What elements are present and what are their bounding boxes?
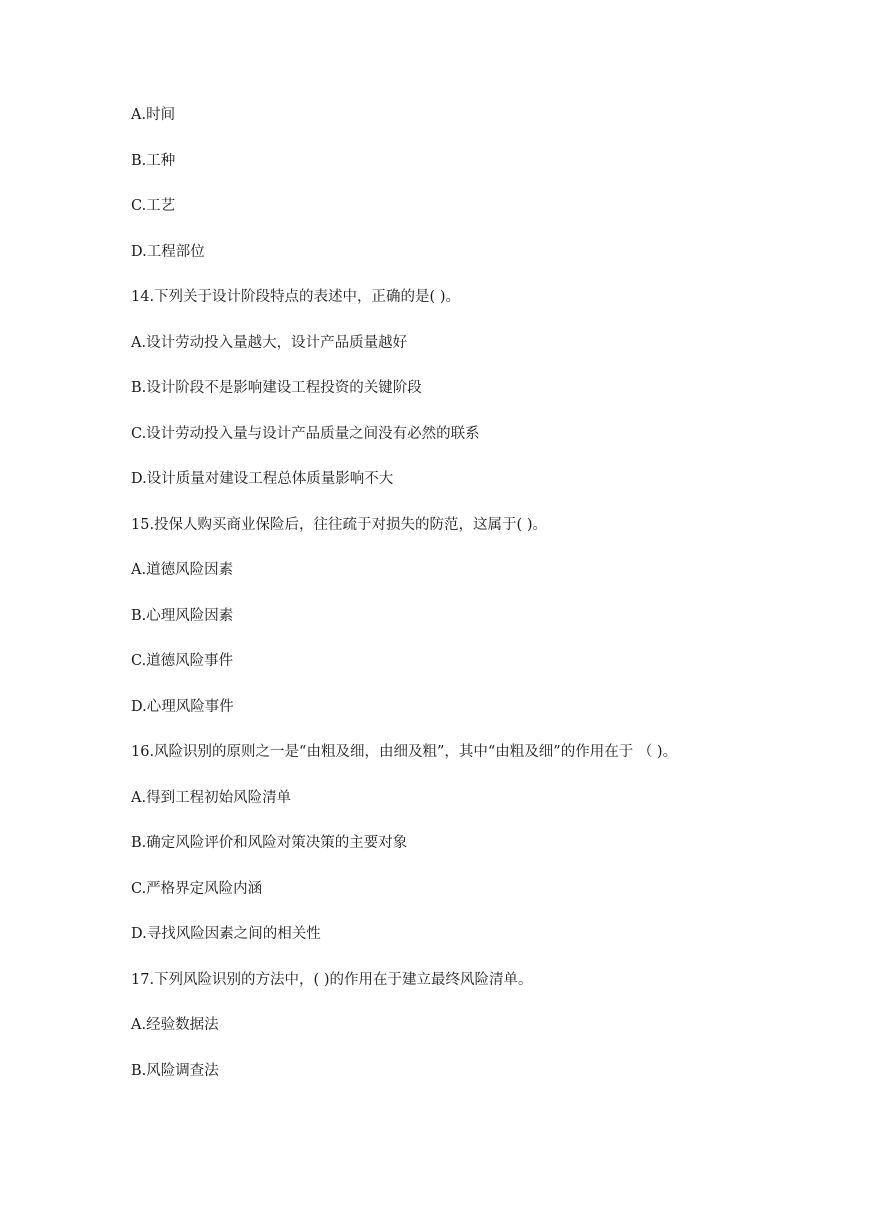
q14-option-c: C.设计劳动投入量与设计产品质量之间没有必然的联系 [131,426,480,442]
q13-option-b: B.工种 [131,153,176,169]
question-16: 16.风险识别的原则之一是“由粗及细，由细及粗”，其中“由粗及细”的作用在于 （ )。 [131,744,678,760]
q15-option-a: A.道德风险因素 [131,562,234,578]
q17-option-a: A.经验数据法 [131,1017,219,1033]
q14-option-a: A.设计劳动投入量越大，设计产品质量越好 [131,335,408,351]
question-15: 15.投保人购买商业保险后，往往疏于对损失的防范，这属于( )。 [131,517,547,533]
question-14: 14.下列关于设计阶段特点的表述中，正确的是( )。 [131,289,460,305]
q13-option-c: C.工艺 [131,198,176,214]
q13-option-a: A.时间 [131,107,176,123]
q13-option-d: D.工程部位 [131,244,205,260]
q16-option-b: B.确定风险评价和风险对策决策的主要对象 [131,835,408,851]
q14-option-b: B.设计阶段不是影响建设工程投资的关键阶段 [131,380,422,396]
q16-option-a: A.得到工程初始风险清单 [131,790,292,806]
q17-option-b: B.风险调查法 [131,1063,219,1079]
q15-option-d: D.心理风险事件 [131,699,234,715]
q15-option-b: B.心理风险因素 [131,608,234,624]
q16-option-d: D.寻找风险因素之间的相关性 [131,926,321,942]
q14-option-d: D.设计质量对建设工程总体质量影响不大 [131,471,394,487]
q15-option-c: C.道德风险事件 [131,653,234,669]
question-17: 17.下列风险识别的方法中，( )的作用在于建立最终风险清单。 [131,972,533,988]
q16-option-c: C.严格界定风险内涵 [131,881,263,897]
